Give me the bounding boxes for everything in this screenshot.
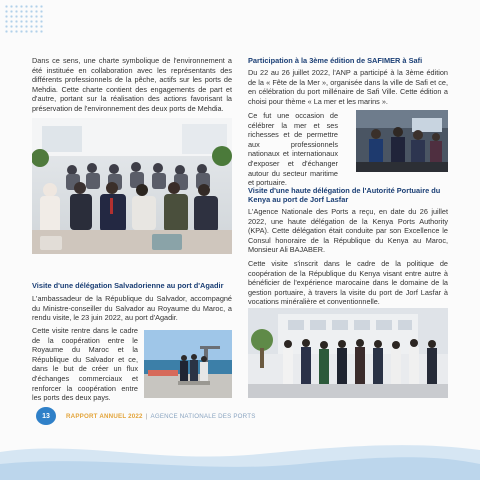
safimer-paragraph-2: Ce fut une occasion de célébrer la mer et ses richesses et de permettre aux professionnels nationaux et internationaux d'exposer et d'échanger autour du secteur maritime et portuaire. bbox=[248, 111, 338, 188]
safimer-photo bbox=[356, 110, 448, 172]
decorative-dot-pattern bbox=[4, 4, 44, 34]
safimer-heading: Participation à la 3ème édition de SAFIMER à Safi bbox=[248, 56, 423, 65]
page-number-badge: 13 bbox=[36, 407, 56, 425]
intro-paragraph: Dans ce sens, une charte symbolique de l'environnement a été instituée en collaboration avec les représentants des différents professionnels de la pêche, actifs sur les ports de Mehdia. Cette charte contient des engagements de part et d'autre, portant sur la réalisation des actions favorisant la préservation de l'environnement des deux ports de Mehdia. bbox=[32, 56, 232, 113]
footer-title bbox=[66, 413, 256, 420]
report-title: RAPPORT ANNUEL 2022 bbox=[66, 413, 143, 420]
port-agadir-photo bbox=[144, 330, 232, 398]
jorf-lasfar-photo bbox=[248, 308, 448, 398]
organization-name: AGENCE NATIONALE DES PORTS bbox=[150, 413, 256, 420]
footer-wave-decoration bbox=[0, 434, 480, 480]
footer-separator: | bbox=[145, 413, 148, 420]
safimer-paragraph-1: Du 22 au 26 juillet 2022, l'ANP a participé à la 3ème édition de la « Fête de la Mer », organisée dans la ville de Safi et ce, en célébration du port millénaire de Safi Ville. Cette édition a choisi pour thème « La mer et les marins ». bbox=[248, 68, 448, 106]
salvador-paragraph-2: Cette visite rentre dans le cadre de la coopération entre le Royaume du Maroc et la République du Salvador et ce, dans le but de créer un flux d'échanges commerciaux et renforcer la coopération entre les ports des deux pays. bbox=[32, 326, 138, 403]
salvador-paragraph-1: L'ambassadeur de la République du Salvador, accompagné du Ministre-conseiller du Salvador au Royaume du Maroc, a rendu visite, le 23 juin 2022, au port d'Agadir. bbox=[32, 294, 232, 323]
salvador-heading: Visite d'une délégation Salvadorienne au port d'Agadir bbox=[32, 281, 224, 290]
conference-photo bbox=[32, 118, 232, 254]
kenya-paragraph-1: L'Agence Nationale des Ports a reçu, en date du 26 juillet 2022, une haute délégation de la Kenya Ports Authority (KPA). Cette délégation était conduite par son Excellence le Consul honoraire de la République du Kenya au Maroc, Monsieur Ali BAJABER. bbox=[248, 207, 448, 255]
kenya-heading: Visite d'une haute délégation de l'Autorité Portuaire du Kenya au port de Jorf Lasfar bbox=[248, 186, 441, 205]
kenya-paragraph-2: Cette visite s'inscrit dans le cadre de la politique de coopération de la République du Kenya visant entre autre à bénéficier de l'expérience marocaine dans le domaine de la gestion portuaire, à travers la visite du port de Jorf Lasfar à vocations minéralière et conventionnelle. bbox=[248, 259, 448, 307]
